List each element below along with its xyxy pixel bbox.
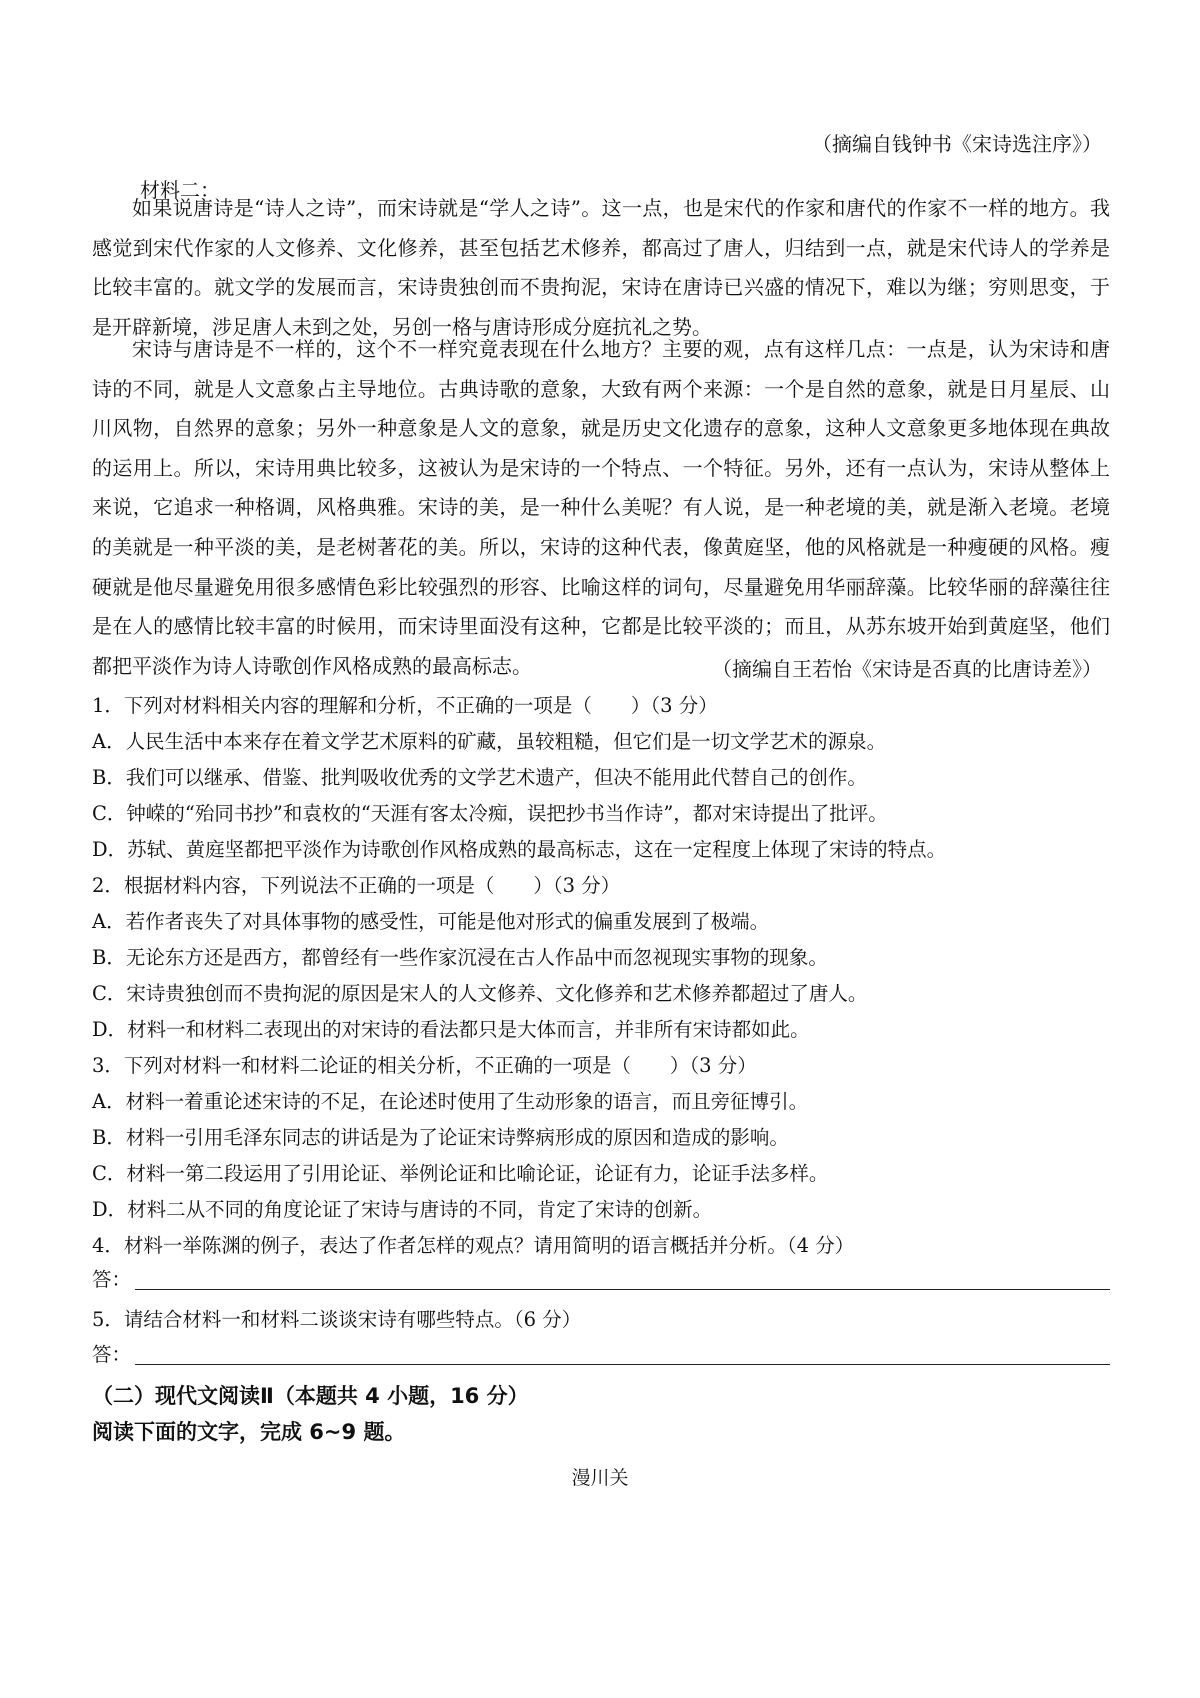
- question-3-option-a: A．材料一着重论述宋诗的不足，在论述时使用了生动形象的语言，而且旁征博引。: [92, 1090, 809, 1113]
- answer-label: 答：: [92, 1343, 132, 1366]
- question-3-option-b: B．材料一引用毛泽东同志的讲话是为了论证宋诗弊病形成的原因和造成的影响。: [92, 1126, 789, 1149]
- question-2-option-b: B．无论东方还是西方，都曾经有一些作家沉浸在古人作品中而忽视现实事物的现象。: [92, 946, 828, 969]
- answer-blank[interactable]: [135, 1346, 1110, 1365]
- section-instruction: 阅读下面的文字，完成 6~9 题。: [92, 1420, 406, 1444]
- material-2-paragraph-1: 如果说唐诗是“诗人之诗”，而宋诗就是“学人之诗”。这一点，也是宋代的作家和唐代的作家不一样的地方。我感觉到宋代作家的人文修养、文化修养，甚至包括艺术修养，都高过了唐人，归结到一点，就是宋代诗人的学养是比较丰富的。就文学的发展而言，宋诗贵独创而不贵拘泥，宋诗在唐诗已兴盛的情况下，难以为继；穷则思变，于是开辟新境，涉足唐人未到之处，另创一格与唐诗形成分庭抗礼之势。: [92, 196, 1110, 339]
- answer-blank[interactable]: [135, 1271, 1110, 1290]
- answer-line-5[interactable]: [92, 1339, 1110, 1367]
- source-citation-1: （摘编自钱钟书《宋诗选注序》）: [812, 132, 1102, 156]
- answer-line-4[interactable]: [92, 1264, 1110, 1292]
- material-2-paragraph-2: 宋诗与唐诗是不一样的，这个不一样究竟表现在什么地方？主要的观，点有这样几点：一点是，认为宋诗和唐诗的不同，就是人文意象占主导地位。古典诗歌的意象，大致有两个来源：一个是自然的意象，就是日月星辰、山川风物，自然界的意象；另外一种意象是人文的意象，就是历史文化遗存的意象，这种人文意象更多地体现在典故的运用上。所以，宋诗用典比较多，这被认为是宋诗的一个特点、一个特征。另外，还有一点认为，宋诗从整体上来说，它追求一种格调，风格典雅。宋诗的美，是一种什么美呢？有人说，是一种老境的美，就是渐入老境。老境的美就是一种平淡的美，是老树著花的美。所以，宋诗的这种代表，像黄庭坚，他的风格就是一种瘦硬的风格。瘦硬就是他尽量避免用很多感情色彩比较强烈的形容、比喻这样的词句，尽量避免用华丽辞藻。比较华丽的辞藻往往是在人的感情比较丰富的时候用，而宋诗里面没有这种，它都是比较平淡的；而且，从苏东坡开始到黄庭坚，他们都把平淡作为诗人诗歌创作风格成熟的最高标志。: [92, 337, 1110, 678]
- question-1-option-d: D．苏轼、黄庭坚都把平淡作为诗歌创作风格成熟的最高标志，这在一定程度上体现了宋诗的特点。: [92, 838, 947, 861]
- question-4-stem: 4．材料一举陈渊的例子，表达了作者怎样的观点？请用简明的语言概括并分析。（4 分）: [92, 1234, 855, 1257]
- material-2-heading: 材料二：: [140, 178, 220, 202]
- question-3-option-c: C．材料一第二段运用了引用论证、举例论证和比喻论证，论证有力，论证手法多样。: [92, 1162, 829, 1185]
- question-3-stem: 3．下列对材料一和材料二论证的相关分析，不正确的一项是（ ）（3 分）: [92, 1054, 757, 1077]
- question-3-option-d: D．材料二从不同的角度论证了宋诗与唐诗的不同，肯定了宋诗的创新。: [92, 1198, 713, 1221]
- question-5-stem: 5．请结合材料一和材料二谈谈宋诗有哪些特点。（6 分）: [92, 1308, 582, 1331]
- question-1-option-b: B．我们可以继承、借鉴、批判吸收优秀的文学艺术遗产，但决不能用此代替自己的创作。: [92, 766, 867, 789]
- question-2-option-d: D．材料一和材料二表现出的对宋诗的看法都只是大体而言，并非所有宋诗都如此。: [92, 1018, 810, 1041]
- question-1-stem: 1．下列对材料相关内容的理解和分析，不正确的一项是（ ）（3 分）: [92, 694, 718, 717]
- answer-label: 答：: [92, 1268, 132, 1291]
- section-heading: （二）现代文阅读Ⅱ（本题共 4 小题，16 分）: [92, 1384, 529, 1408]
- source-citation-2: （摘编自王若怡《宋诗是否真的比唐诗差》）: [712, 657, 1102, 681]
- question-2-option-a: A．若作者丧失了对具体事物的感受性，可能是他对形式的偏重发展到了极端。: [92, 910, 770, 933]
- story-title: 漫川关: [571, 1467, 629, 1489]
- question-2-stem: 2．根据材料内容，下列说法不正确的一项是（ ）（3 分）: [92, 874, 621, 897]
- question-1-option-a: A．人民生活中本来存在着文学艺术原料的矿藏，虽较粗糙，但它们是一切文学艺术的源泉。: [92, 730, 887, 753]
- question-1-option-c: C．钟嵘的“殆同书抄”和袁枚的“天涯有客太冷痴，误把抄书当作诗”，都对宋诗提出了批评。: [92, 802, 888, 825]
- question-2-option-c: C．宋诗贵独创而不贵拘泥的原因是宋人的人文修养、文化修养和艺术修养都超过了唐人。: [92, 982, 868, 1005]
